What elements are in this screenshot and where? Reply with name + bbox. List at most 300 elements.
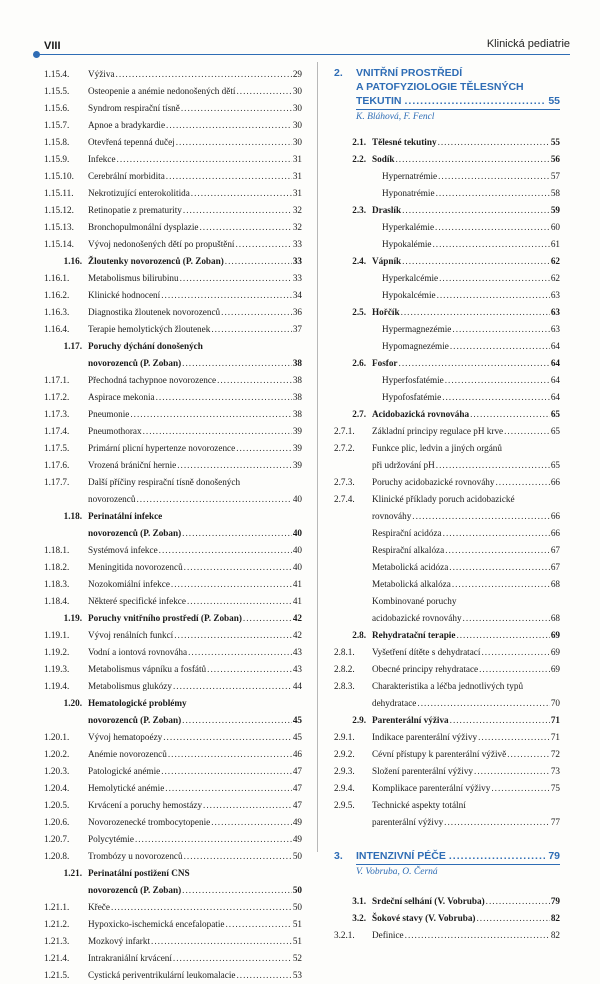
toc-entry[interactable] (44, 253, 302, 270)
toc-entry-page: 67 (550, 545, 560, 555)
toc-entry[interactable] (334, 712, 560, 729)
dot-leader (173, 950, 292, 967)
toc-entry-title: novorozenců (P. Zoban) (88, 715, 182, 725)
toc-entry[interactable] (44, 287, 302, 304)
toc-entry-number: 2.9. (352, 715, 366, 725)
toc-entry-title: dehydratace (372, 698, 417, 708)
toc-entry[interactable] (44, 831, 302, 848)
toc-entry-title: Kombinované poruchy (372, 596, 457, 606)
toc-entry-page: 30 (292, 86, 302, 96)
toc-entry[interactable] (44, 797, 302, 814)
toc-entry-number: 1.18.4. (44, 596, 70, 606)
toc-entry-number: 2.9.1. (334, 732, 355, 742)
dot-leader (395, 151, 549, 168)
toc-entry[interactable] (44, 423, 302, 440)
toc-entry[interactable] (334, 576, 560, 593)
toc-entry[interactable] (44, 508, 302, 525)
dot-leader (436, 185, 550, 202)
toc-entry[interactable] (44, 372, 302, 389)
dot-leader (435, 219, 550, 236)
toc-entry[interactable] (44, 899, 302, 916)
chapter-authors: V. Vobruba, O. Černá (356, 867, 438, 877)
toc-entry-page: 30 (292, 137, 302, 147)
toc-entry-title: Respirační alkalóza (372, 545, 445, 555)
toc-entry[interactable] (334, 253, 560, 270)
toc-entry[interactable] (334, 423, 560, 440)
toc-entry[interactable] (44, 695, 302, 712)
toc-entry-title: Aspirace mekonia (88, 392, 155, 402)
dot-leader (449, 559, 550, 576)
toc-entry[interactable] (44, 185, 302, 202)
toc-entry-page: 45 (292, 715, 302, 725)
toc-entry-title: Vývoj hematopoézy (88, 732, 163, 742)
dot-leader (486, 893, 550, 910)
toc-entry-title: Perinatální postižení CNS (88, 868, 190, 878)
toc-entry-page: 59 (550, 205, 560, 215)
toc-entry-number: 1.20. (63, 698, 82, 708)
toc-entry[interactable] (44, 457, 302, 474)
toc-entry-page: 50 (292, 902, 302, 912)
toc-entry-page: 82 (550, 930, 560, 940)
dot-leader (161, 763, 292, 780)
running-title: Klinická pediatrie (486, 38, 570, 50)
toc-entry[interactable] (334, 457, 560, 474)
toc-entry[interactable] (44, 304, 302, 321)
toc-entry-number: 2.7.1. (334, 426, 355, 436)
toc-entry[interactable] (44, 593, 302, 610)
toc-entry-title: Vápník (372, 256, 402, 266)
toc-entry-title: Žloutenky novorozenců (P. Zoban) (88, 256, 224, 266)
toc-entry[interactable] (44, 406, 302, 423)
toc-entry[interactable] (44, 236, 302, 253)
toc-entry-title: Cerebrální morbidita (88, 171, 165, 181)
dot-leader (176, 134, 292, 151)
toc-entry-title: novorozenců (P. Zoban) (88, 885, 182, 895)
toc-entry[interactable] (334, 474, 560, 491)
toc-entry-title: Hořčík (372, 307, 400, 317)
dot-leader (402, 202, 550, 219)
toc-entry[interactable] (44, 814, 302, 831)
toc-entry-page: 33 (292, 273, 302, 283)
dot-leader (177, 457, 292, 474)
toc-entry-title: Pneumonie (88, 409, 130, 419)
toc-entry-number: 1.17.7. (44, 477, 70, 487)
dot-leader (236, 967, 291, 984)
toc-entry[interactable] (44, 712, 302, 729)
toc-entry-page: 53 (292, 970, 302, 980)
toc-entry[interactable] (334, 814, 560, 831)
toc-entry[interactable] (44, 474, 302, 491)
toc-entry-number: 1.17.5. (44, 443, 70, 453)
toc-entry-number: 1.16.1. (44, 273, 70, 283)
toc-entry-title: Poruchy acidobazické rovnováhy (372, 477, 495, 487)
toc-entry[interactable] (334, 372, 560, 389)
dot-leader (417, 695, 549, 712)
toc-entry[interactable] (44, 338, 302, 355)
toc-entry[interactable] (334, 893, 560, 910)
toc-entry[interactable] (334, 763, 560, 780)
toc-entry-page: 33 (292, 239, 302, 249)
toc-entry-page: 66 (550, 528, 560, 538)
toc-entry[interactable] (334, 168, 560, 185)
toc-entry[interactable] (44, 389, 302, 406)
toc-entry[interactable] (44, 491, 302, 508)
toc-entry[interactable] (44, 746, 302, 763)
dot-leader (116, 66, 292, 83)
toc-entry-number: 1.15.12. (44, 205, 74, 215)
toc-entry-number: 1.16.3. (44, 307, 70, 317)
dot-leader (165, 780, 292, 797)
toc-entry-title: Terapie hemolytických žloutenek (88, 324, 211, 334)
toc-entry[interactable] (334, 780, 560, 797)
toc-entry[interactable] (334, 185, 560, 202)
toc-entry[interactable] (44, 865, 302, 882)
toc-entry-title: Nozokomiální infekce (88, 579, 170, 589)
toc-entry-number: 1.20.3. (44, 766, 70, 776)
toc-entry[interactable] (334, 627, 560, 644)
chapter-authors: K. Bláhová, F. Fencl (356, 112, 435, 122)
toc-right-column (334, 66, 560, 944)
dot-leader (184, 848, 292, 865)
toc-entry-page: 62 (550, 256, 560, 266)
toc-entry[interactable] (44, 117, 302, 134)
toc-entry-page: 32 (292, 222, 302, 232)
toc-entry-page: 31 (292, 188, 302, 198)
toc-entry[interactable] (44, 627, 302, 644)
toc-entry[interactable] (44, 440, 302, 457)
toc-entry[interactable] (44, 151, 302, 168)
toc-entry-page: 36 (292, 307, 302, 317)
toc-entry-title: Šokové stavy (V. Vobruba) (372, 913, 476, 923)
toc-entry[interactable] (334, 746, 560, 763)
toc-entry-number: 1.15.10. (44, 171, 74, 181)
toc-entry[interactable] (334, 610, 560, 627)
toc-entry-title: Křeče (88, 902, 110, 912)
toc-entry[interactable] (44, 916, 302, 933)
toc-entry[interactable] (334, 338, 560, 355)
toc-entry-page: 70 (550, 698, 560, 708)
toc-entry-page: 38 (292, 358, 302, 368)
toc-entry-page: 40 (292, 494, 302, 504)
toc-entry-page: 34 (292, 290, 302, 300)
dot-leader (183, 202, 292, 219)
toc-entry[interactable] (334, 797, 560, 814)
toc-entry-number: 1.21. (63, 868, 82, 878)
toc-entry-title: Vyšetření dítěte s dehydratací (372, 647, 481, 657)
toc-entry-number: 2.9.5. (334, 800, 355, 810)
chapter-page: 55 (548, 95, 560, 107)
toc-entry[interactable] (334, 678, 560, 695)
dot-leader (207, 661, 292, 678)
toc-entry-page: 50 (292, 851, 302, 861)
dot-leader (161, 287, 292, 304)
toc-entry-page: 47 (292, 766, 302, 776)
toc-entry-page: 45 (292, 732, 302, 742)
toc-entry[interactable] (44, 66, 302, 83)
toc-entry[interactable] (334, 661, 560, 678)
toc-entry-title: Fosfor (372, 358, 398, 368)
toc-entry-page: 77 (550, 817, 560, 827)
toc-entry-title: Trombózy u novorozenců (88, 851, 183, 861)
toc-entry-page: 30 (292, 103, 302, 113)
toc-entry-number: 2.1. (352, 137, 366, 147)
toc-entry[interactable] (334, 695, 560, 712)
header-rule (36, 54, 570, 55)
dot-leader (479, 661, 550, 678)
toc-entry-page: 75 (550, 783, 560, 793)
toc-entry[interactable] (44, 168, 302, 185)
dot-leader (199, 219, 291, 236)
chapter-2-heading[interactable] (334, 66, 560, 124)
toc-entry-page: 37 (292, 324, 302, 334)
toc-entry-page: 72 (550, 749, 560, 759)
toc-entry[interactable] (44, 644, 302, 661)
toc-entry-page: 41 (292, 596, 302, 606)
dot-leader (135, 831, 292, 848)
dot-leader (437, 287, 550, 304)
dot-leader (211, 321, 291, 338)
toc-entry-page: 40 (292, 545, 302, 555)
toc-entry-title: Vývoj renálních funkcí (88, 630, 174, 640)
toc-entry-number: 1.19.1. (44, 630, 70, 640)
dot-leader (166, 168, 292, 185)
dot-leader (476, 910, 549, 927)
toc-entry[interactable] (334, 151, 560, 168)
toc-entry-number: 2.7.4. (334, 494, 355, 504)
toc-entry[interactable] (44, 780, 302, 797)
toc-entry-title: Anémie novorozenců (88, 749, 167, 759)
toc-entry[interactable] (334, 287, 560, 304)
toc-entry[interactable] (44, 559, 302, 576)
toc-entry[interactable] (334, 491, 560, 508)
toc-entry[interactable] (334, 927, 560, 944)
toc-entry[interactable] (44, 678, 302, 695)
toc-entry[interactable] (44, 661, 302, 678)
toc-entry[interactable] (44, 270, 302, 287)
dot-leader (445, 542, 550, 559)
toc-entry-number: 2.2. (352, 154, 366, 164)
dot-leader (491, 780, 549, 797)
toc-entry[interactable] (334, 644, 560, 661)
toc-entry-page: 47 (292, 783, 302, 793)
toc-entry[interactable] (44, 882, 302, 899)
toc-entry[interactable] (334, 321, 560, 338)
chapter-number: 3. (334, 850, 343, 862)
toc-entry-title: Hyperkalémie (382, 222, 435, 232)
toc-entry-page: 65 (550, 426, 560, 436)
toc-entry-page: 63 (550, 324, 560, 334)
toc-entry-page: 41 (292, 579, 302, 589)
dot-leader (159, 542, 292, 559)
toc-entry-title: Perinatální infekce (88, 511, 163, 521)
toc-entry-title: Nekrotizující enterokolitida (88, 188, 190, 198)
toc-entry[interactable] (334, 236, 560, 253)
toc-entry-number: 2.6. (352, 358, 366, 368)
toc-entry-title: Sodík (372, 154, 395, 164)
toc-entry[interactable] (334, 559, 560, 576)
toc-entry-page: 30 (292, 120, 302, 130)
toc-entry-number: 2.8.3. (334, 681, 355, 691)
toc-entry-page: 33 (292, 256, 302, 266)
dot-leader (156, 389, 292, 406)
toc-entry[interactable] (334, 270, 560, 287)
toc-entry-number: 1.15.4. (44, 69, 70, 79)
toc-entry[interactable] (44, 525, 302, 542)
toc-entry-page: 65 (550, 409, 560, 419)
header-rule-dot (33, 51, 40, 58)
toc-entry[interactable] (44, 763, 302, 780)
dot-leader (401, 304, 550, 321)
toc-entry-number: 2.8.1. (334, 647, 355, 657)
dot-leader (181, 100, 292, 117)
toc-entry-title: Technické aspekty totální (372, 800, 466, 810)
toc-entry-number: 2.5. (352, 307, 366, 317)
toc-entry-page: 50 (292, 885, 302, 895)
toc-entry-number: 1.21.3. (44, 936, 70, 946)
toc-entry-title: Acidobazická rovnováha (372, 409, 470, 419)
toc-entry[interactable] (334, 508, 560, 525)
toc-entry[interactable] (44, 219, 302, 236)
toc-entry-title: Indikace parenterální výživy (372, 732, 478, 742)
toc-entry[interactable] (334, 389, 560, 406)
toc-entry[interactable] (334, 729, 560, 746)
dot-leader (182, 525, 292, 542)
toc-entry[interactable] (44, 100, 302, 117)
toc-entry-number: 2.9.2. (334, 749, 355, 759)
dot-leader (412, 508, 550, 525)
toc-entry[interactable] (44, 576, 302, 593)
dot-leader (470, 406, 550, 423)
dot-leader (173, 678, 292, 695)
chapter-title-line: A PATOFYZIOLOGIE TĚLESNÝCH (356, 81, 524, 93)
toc-entry-title: Metabolická alkalóza (372, 579, 451, 589)
toc-entry-number: 1.19. (63, 613, 82, 623)
toc-entry-page: 49 (292, 817, 302, 827)
toc-entry[interactable] (334, 593, 560, 610)
toc-entry[interactable] (334, 542, 560, 559)
toc-entry-title: Hypomagnezémie (382, 341, 449, 351)
toc-entry-page: 71 (550, 732, 560, 742)
chapter-3-heading[interactable] (334, 849, 560, 879)
toc-entry-number: 3.1. (352, 896, 366, 906)
dot-leader (182, 712, 292, 729)
toc-entry[interactable] (334, 219, 560, 236)
toc-entry-number: 2.8. (352, 630, 366, 640)
toc-entry[interactable] (44, 134, 302, 151)
toc-entry[interactable] (44, 355, 302, 372)
toc-entry-title: Poruchy vnitřního prostředí (P. Zoban) (88, 613, 242, 623)
toc-entry[interactable] (44, 202, 302, 219)
toc-entry[interactable] (44, 933, 302, 950)
toc-entry-page: 65 (550, 460, 560, 470)
toc-entry-page: 31 (292, 171, 302, 181)
dot-leader (474, 763, 550, 780)
toc-entry-page: 42 (292, 613, 302, 623)
dot-leader (433, 236, 550, 253)
dot-leader (236, 83, 291, 100)
dot-leader (171, 576, 292, 593)
dot-leader (405, 927, 550, 944)
dot-leader (203, 797, 292, 814)
toc-entry[interactable] (334, 910, 560, 927)
toc-entry-page: 69 (550, 664, 560, 674)
toc-entry-title: Obecné principy rehydratace (372, 664, 479, 674)
toc-entry-page: 71 (550, 715, 560, 725)
toc-entry[interactable] (334, 440, 560, 457)
dot-leader (456, 627, 549, 644)
toc-entry-title: Meningitida novorozenců (88, 562, 183, 572)
dot-leader (507, 746, 550, 763)
toc-entry-page: 47 (292, 800, 302, 810)
toc-entry-number: 1.15.9. (44, 154, 70, 164)
toc-entry-number: 1.21.1. (44, 902, 70, 912)
toc-entry-title: Osteopenie a anémie nedonošených dětí (88, 86, 236, 96)
toc-entry-page: 62 (550, 273, 560, 283)
toc-entry[interactable] (334, 134, 560, 151)
toc-entry[interactable] (334, 202, 560, 219)
toc-entry-page: 39 (292, 426, 302, 436)
toc-entry-number: 2.3. (352, 205, 366, 215)
toc-entry[interactable] (44, 83, 302, 100)
toc-entry[interactable] (44, 848, 302, 865)
toc-entry-page: 69 (550, 630, 560, 640)
toc-entry-title: Patologické anémie (88, 766, 161, 776)
toc-entry-number: 2.9.4. (334, 783, 355, 793)
toc-entry-number: 1.20.4. (44, 783, 70, 793)
dot-leader (168, 746, 292, 763)
toc-entry-title: Intrakraniální krvácení (88, 953, 172, 963)
toc-entry-page: 73 (550, 766, 560, 776)
toc-entry-number: 2.9.3. (334, 766, 355, 776)
toc-entry[interactable] (44, 542, 302, 559)
chapter-title: INTENZIVNÍ PÉČE (356, 850, 446, 862)
page-header (0, 0, 600, 60)
toc-entry-title: Novorozenecké trombocytopenie (88, 817, 211, 827)
toc-entry[interactable] (334, 304, 560, 321)
toc-entry[interactable] (44, 950, 302, 967)
dot-leader (151, 933, 292, 950)
toc-entry-number: 1.18.3. (44, 579, 70, 589)
toc-entry-number: 3.2. (352, 913, 366, 923)
toc-entry[interactable] (44, 610, 302, 627)
toc-entry[interactable] (44, 967, 302, 984)
toc-entry-title: Srdeční selhání (V. Vobruba) (372, 896, 485, 906)
toc-entry[interactable] (334, 525, 560, 542)
toc-entry-page: 38 (292, 375, 302, 385)
toc-entry-page: 57 (550, 171, 560, 181)
toc-entry-title: Hematologické problémy (88, 698, 187, 708)
toc-entry-title: Tělesné tekutiny (372, 137, 437, 147)
toc-entry-page: 38 (292, 392, 302, 402)
toc-entry-title: Hypernatrémie (382, 171, 438, 181)
toc-entry[interactable] (44, 321, 302, 338)
toc-entry-page: 38 (292, 409, 302, 419)
toc-entry-page: 58 (550, 188, 560, 198)
toc-entry[interactable] (334, 355, 560, 372)
dot-leader (225, 916, 291, 933)
toc-entry[interactable] (334, 406, 560, 423)
dot-leader (438, 168, 550, 185)
toc-entry-title: Cévní přístupy k parenterální výživě (372, 749, 507, 759)
toc-entry-number: 1.15.14. (44, 239, 74, 249)
toc-entry-title: Otevřená tepenná dučej (88, 137, 175, 147)
toc-entry-number: 1.16.4. (44, 324, 70, 334)
toc-entry-number: 1.16. (63, 256, 82, 266)
toc-entry-page: 46 (292, 749, 302, 759)
toc-entry-page: 31 (292, 154, 302, 164)
chapter-3-entries (334, 893, 560, 944)
toc-entry[interactable] (44, 729, 302, 746)
